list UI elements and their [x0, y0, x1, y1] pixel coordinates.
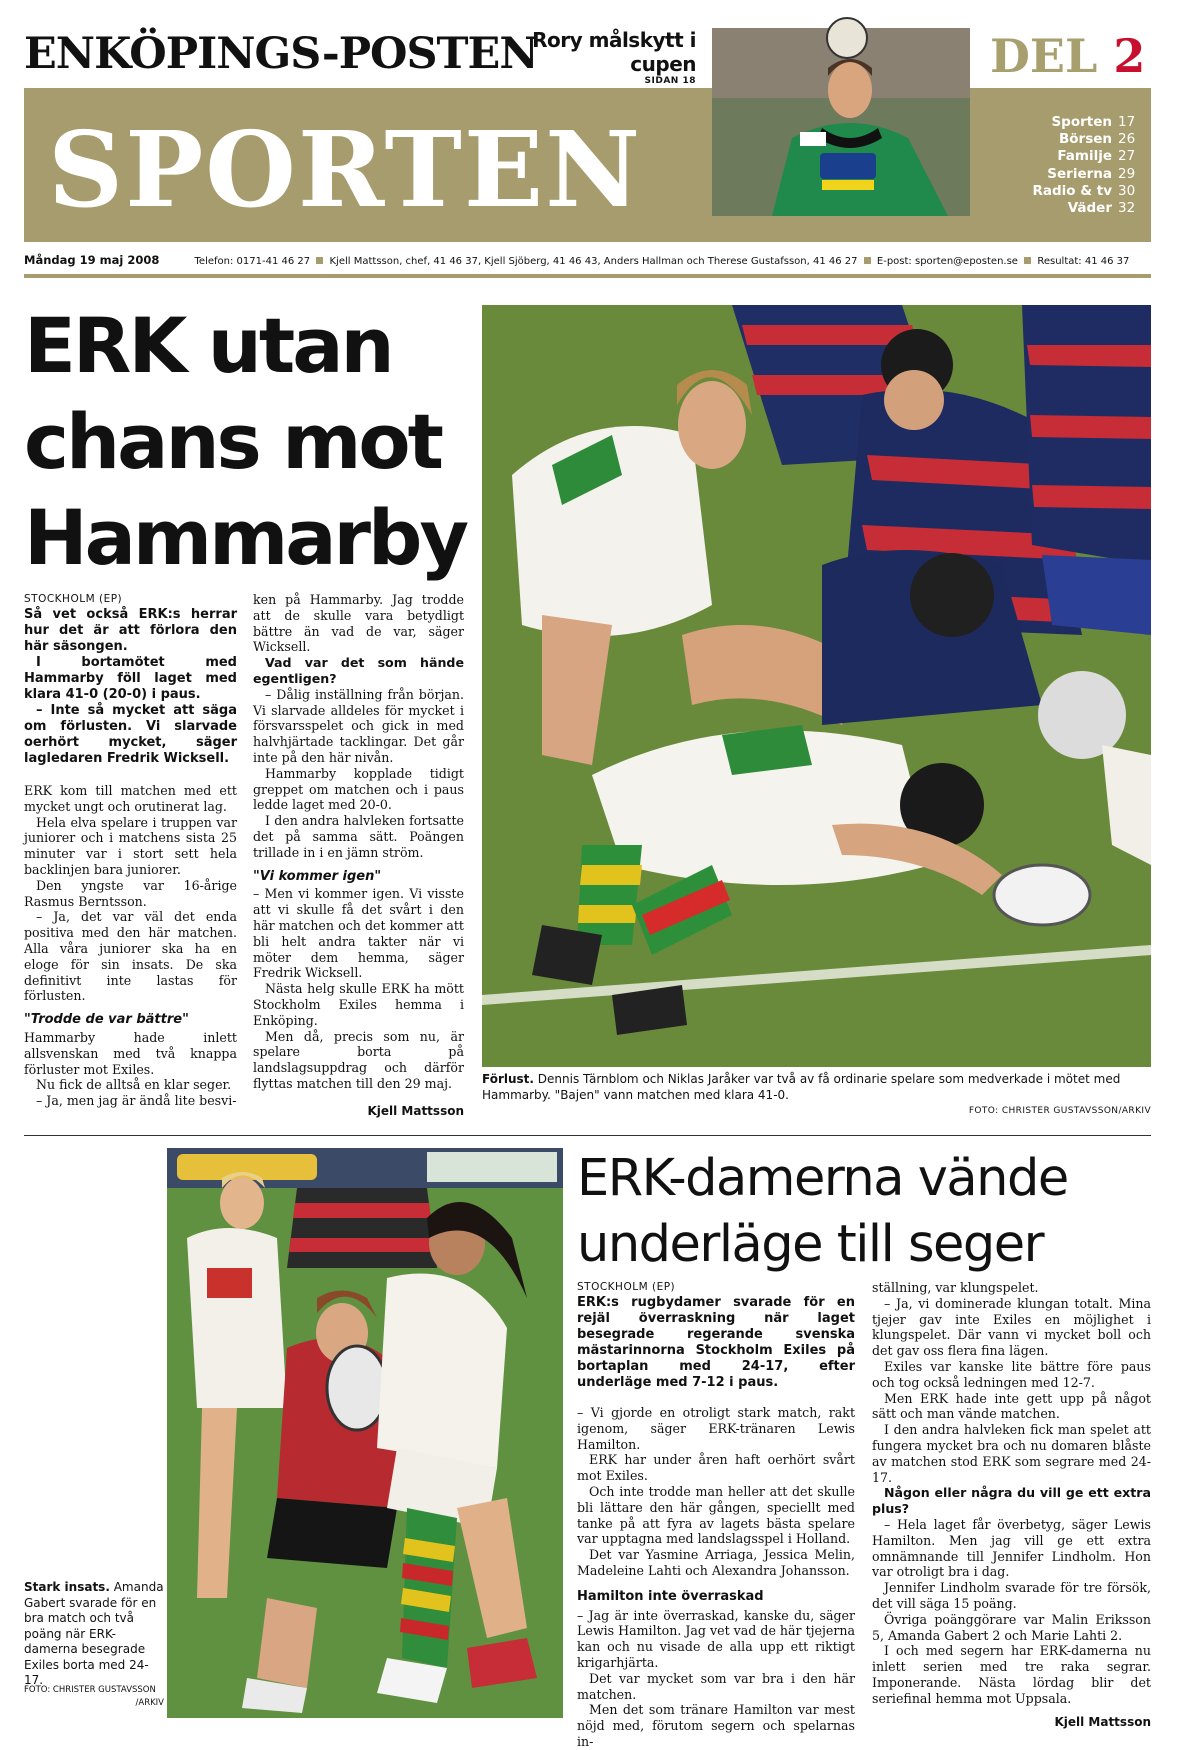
body-paragraph: Men då, precis som nu, är spelare borta på landslagsuppdrag och därför flyttas matchen till den 29 maj. [253, 1028, 464, 1091]
section-title: SPORTEN [48, 108, 643, 231]
issue-date: Måndag 19 maj 2008 [24, 253, 160, 267]
body-paragraph: ställning, var klungspelet. [872, 1280, 1039, 1295]
body-paragraph: – Men vi kommer igen. Vi visste att vi skulle få det svårt i den här matchen och det kommer att bli helt andra takter när vi möter dem hemma, säger Fredrik Wicksell. [253, 886, 464, 981]
teaser-title[interactable]: Rory målskytt i cupen [532, 28, 696, 76]
ingress-paragraph: – Inte så mycket att säga om förlusten. Vi slarvade oerhört mycket, säger lagledaren Fredrik Wicksell. [24, 703, 237, 766]
womens-rugby-photo [167, 1148, 563, 1718]
body-paragraph: – Ja, det var väl det enda positiva med den här matchen. Alla våra juniorer ska ha en eloge för sin insats. De ska definitivt inte lastas för förlusten. [24, 909, 237, 1004]
body-paragraph: Det var mycket som var bra i den här matchen. [577, 1670, 855, 1702]
article2-dateline: STOCKHOLM (EP) [577, 1281, 676, 1293]
body-paragraph: – Jag är inte överraskad, kanske du, säger Lewis Hamilton. Jag vet vad de här tjejerna kan och nu visade de alla upp ett riktigt krigarhjärta. [577, 1607, 855, 1670]
index-page: 32 [1118, 200, 1136, 217]
body-paragraph: Nu fick de alltså en klar seger. [36, 1077, 232, 1093]
article1-ingress [24, 607, 237, 767]
article1-photo[interactable] [482, 305, 1151, 1067]
article1-headline[interactable]: ERK utan chans mot Hammarby [24, 301, 466, 582]
article1-byline: Kjell Mattsson [367, 1103, 464, 1118]
del-label: DEL [990, 29, 1098, 83]
article1-photo-credit: FOTO: CHRISTER GUSTAVSSON/ARKIV [968, 1106, 1151, 1116]
body-paragraph: Hammarby kopplade tidigt greppet om matchen och i paus ledde laget med 20-0. [253, 765, 464, 813]
index-row[interactable] [1010, 183, 1136, 200]
article1-column-2 [253, 592, 464, 1120]
teaser-photo[interactable] [712, 28, 970, 216]
article1-column-1 [24, 592, 237, 1109]
body-paragraph: Det var Yasmine Arriaga, Jessica Melin, Madeleine Lahti och Alexandra Johansson. [577, 1547, 855, 1578]
index-page: 30 [1118, 182, 1136, 199]
body-paragraph: Men ERK hade inte gett upp på något sätt och man vände matchen. [872, 1390, 1151, 1422]
index-row[interactable] [1010, 114, 1136, 131]
body-paragraph: – Dålig inställning från början. Vi slarvade alldeles för mycket i försvarsspelet och gick in med halvhjärtade tacklingar. Det går inte på den här nivån. [253, 686, 464, 765]
body-paragraph: Men det som tränare Hamilton var mest nöjd med, förutom segern och spelarnas in- [577, 1702, 855, 1749]
article2-caption [24, 1580, 164, 1689]
page-index [1010, 114, 1136, 217]
top-rule [24, 274, 1151, 278]
index-page: 27 [1118, 148, 1136, 165]
article2-byline: Kjell Mattsson [1054, 1714, 1151, 1729]
interview-question: Vad var det som hände egentligen? [253, 655, 464, 686]
rugby-scrum-photo [482, 305, 1151, 1067]
body-paragraph: Nästa helg skulle ERK ha mött Stockholm Exiles hemma i Enköping. [253, 981, 464, 1028]
teaser[interactable] [470, 28, 696, 86]
body-paragraph: Den yngste var 16-årige Rasmus Berntsson. [24, 877, 237, 909]
phone: Telefon: 0171-41 46 27 [194, 256, 311, 267]
body-paragraph: ERK kom till matchen med ett mycket ungt och orutinerat lag. [24, 783, 237, 814]
caption-text: Amanda Gabert svarade för en bra match och två poäng när ERK-damerna besegrade Exiles borta med 24-17. [24, 1580, 164, 1687]
staff-contacts: Kjell Mattsson, chef, 41 46 37, Kjell Sjöberg, 41 46 43, Anders Hallman och Therese Gustafsson, 41 46 27 [329, 256, 858, 267]
body-paragraph: – Hela laget får överbetyg, säger Lewis Hamilton. Men jag vill ge ett extra omnämnande till Jennifer Lindholm. Hon var otroligt bra i dag. [872, 1516, 1151, 1580]
body-paragraph: Övriga poänggörare var Malin Eriksson 5, Amanda Gabert 2 och Marie Lahti 2. [872, 1611, 1151, 1643]
body-paragraph: – Ja, vi dominerade klungan totalt. Mina tjejer gav inte Exiles en möjlighet i klungspelet. Där vann vi mycket boll och det gav oss flera fina lägen. [872, 1295, 1151, 1359]
article2-headline[interactable]: ERK-damerna vände underläge till seger [577, 1149, 1068, 1274]
article2-column-1 [577, 1280, 855, 1750]
body-paragraph: – Vi gjorde en otroligt stark match, rakt igenom, säger ERK-tränaren Lewis Hamilton. [577, 1405, 855, 1452]
body-paragraph: Jennifer Lindholm svarade för tre försök, det vill säga 15 poäng. [872, 1580, 1151, 1611]
body-paragraph: ken på Hammarby. Jag trodde att de skulle vara betydligt bättre än vad de var, säger Wicksell. [253, 592, 464, 655]
body-paragraph: ERK har under åren haft oerhört svårt mot Exiles. [577, 1452, 855, 1484]
body-paragraph: Hela elva spelare i truppen var juniorer och i matchens sista 25 minuter var i stort sett hela backlinjen bara juniorer. [24, 814, 237, 877]
article2-subhead: Hamilton inte överraskad [577, 1588, 764, 1604]
newspaper-name: ENKÖPINGS-POSTEN [24, 29, 538, 79]
index-label[interactable]: Sporten [1051, 114, 1112, 130]
index-page: 26 [1118, 131, 1136, 148]
info-bar [24, 250, 1151, 270]
ingress-paragraph: Så vet också ERK:s herrar hur det är att förlora den här säsongen. [24, 607, 237, 654]
body-paragraph: Exiles var kanske lite bättre före paus och tog också ledningen med 12-7. [872, 1358, 1151, 1390]
article1-subhead: "Vi kommer igen" [253, 868, 382, 884]
article2-photo-credit [24, 1684, 164, 1710]
email[interactable]: E-post: sporten@eposten.se [876, 256, 1018, 267]
teaser-photo-image [712, 28, 970, 216]
index-label[interactable]: Serierna [1047, 165, 1112, 182]
index-row[interactable] [1010, 148, 1136, 165]
body-paragraph: – Ja, men jag är ändå lite besvi- [36, 1093, 237, 1109]
body-paragraph: I den andra halvleken fick man spelet att fungera mycket bra och nu domaren blåste av matchen stod ERK som segrare med 24-17. [872, 1422, 1151, 1485]
index-label[interactable]: Radio & tv [1032, 182, 1112, 199]
divider-rule [24, 1135, 1151, 1136]
index-row[interactable] [1010, 131, 1136, 148]
article2-ingress: ERK:s rugbydamer svarade för en rejäl överraskning när laget besegrade regerande svenska mästarinnorna Stockholm Exiles på bortaplan med 24-17, efter underläge med 7-12 i paus. [577, 1295, 855, 1390]
index-row[interactable] [1010, 166, 1136, 183]
body-paragraph: Och inte trodde man heller att det skulle bli lättare den här gången, speciellt med tanke på att fyra av lagets bästa spelare var upptagna med landslagsspel i Holland. [577, 1483, 855, 1547]
index-page: 17 [1118, 114, 1136, 130]
separator-square [864, 257, 871, 264]
article2-photo[interactable] [167, 1148, 563, 1718]
article1-caption [482, 1071, 1151, 1103]
article1-dateline: STOCKHOLM (EP) [24, 593, 123, 605]
section-part [990, 30, 1150, 82]
interview-question: Någon eller några du vill ge ett extra plus? [872, 1485, 1151, 1517]
article1-subhead: "Trodde de var bättre" [24, 1012, 189, 1028]
article2-column-2 [872, 1280, 1151, 1730]
credit-line: FOTO: CHRISTER GUSTAVSSON [24, 1685, 156, 1695]
body-paragraph: I och med segern har ERK-damerna nu inlett serien med tre raka segrar. Imponerande. Nästa lördag blir det seriefinal hemma mot Uppsala. [872, 1643, 1151, 1706]
separator-square [1024, 257, 1031, 264]
teaser-page: SIDAN 18 [644, 76, 696, 86]
separator-square [316, 257, 323, 264]
credit-line: /ARKIV [135, 1698, 164, 1708]
results-phone: Resultat: 41 46 37 [1037, 256, 1130, 267]
caption-lead: Förlust. [482, 1072, 534, 1086]
index-label[interactable]: Familje [1057, 148, 1112, 165]
del-number: 2 [1113, 29, 1146, 83]
index-label[interactable]: Väder [1067, 200, 1112, 217]
body-paragraph: Hammarby hade inlett allsvenskan med två knappa förluster mot Exiles. [24, 1029, 237, 1077]
ingress-paragraph: I bortamötet med Hammarby föll laget med klara 41-0 (20-0) i paus. [24, 655, 237, 702]
body-paragraph: I den andra halvleken fortsatte det på samma sätt. Poängen trillade in i en jämn ström. [253, 813, 464, 860]
index-label[interactable]: Börsen [1058, 131, 1112, 148]
caption-lead: Stark insats. [24, 1580, 110, 1594]
caption-text: Dennis Tärnblom och Niklas Jaråker var två av få ordinarie spelare som medverkade i mötet med Hammarby. "Bajen" vann matchen med klara 41-0. [482, 1072, 1121, 1102]
index-row[interactable] [1010, 200, 1136, 217]
index-page: 29 [1118, 165, 1136, 182]
